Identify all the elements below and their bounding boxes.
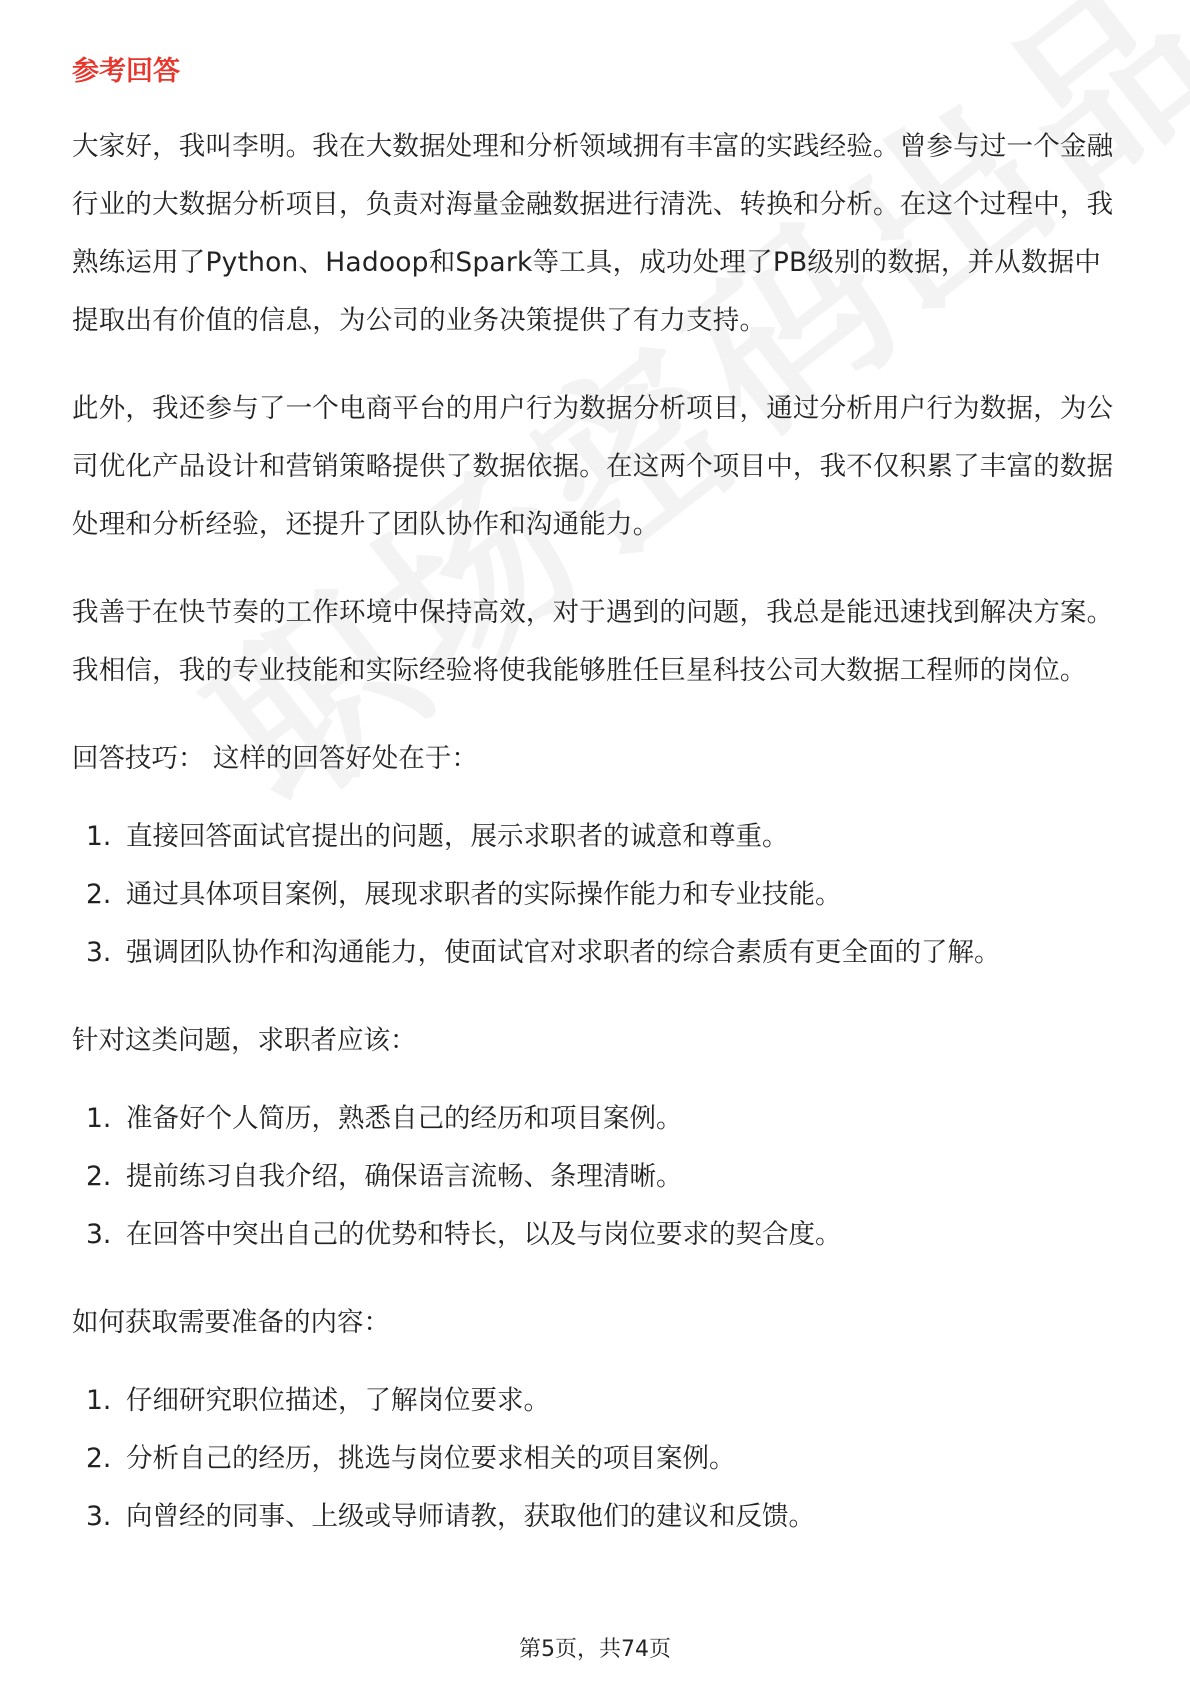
list-item <box>72 808 1118 866</box>
list-item <box>72 1372 1118 1430</box>
list-item <box>72 1206 1118 1264</box>
list-number: 2. <box>86 1161 112 1192</box>
list-text: 分析自己的经历，挑选与岗位要求相关的项目案例。 <box>126 1443 736 1474</box>
tips-label: 回答技巧： 这样的回答好处在于： <box>72 743 478 774</box>
answer-paragraph-1: 大家好，我叫李明。我在大数据处理和分析领域拥有丰富的实践经验。曾参与过一个金融行业的大数据分析项目，负责对海量金融数据进行清洗、转换和分析。在这个过程中，我熟练运用了Python、Hadoop和Spark等工具，成功处理了PB级别的数据，并从数据中提取出有价值的信息，为公司的业务决策提供了有力支持。 <box>72 131 1114 336</box>
prep-label: 如何获取需要准备的内容： <box>72 1307 390 1338</box>
list-number: 2. <box>86 1443 112 1474</box>
page-number: 第5页，共74页 <box>519 1637 671 1662</box>
prep-list <box>72 1372 1118 1546</box>
list-item <box>72 1148 1118 1206</box>
list-number: 1. <box>86 1385 112 1416</box>
tips-list <box>72 808 1118 982</box>
advice-list <box>72 1090 1118 1264</box>
section-heading: 参考回答 <box>72 56 180 87</box>
list-item <box>72 866 1118 924</box>
content-area <box>72 48 1118 1576</box>
list-text: 通过具体项目案例，展现求职者的实际操作能力和专业技能。 <box>126 879 842 910</box>
list-text: 强调团队协作和沟通能力，使面试官对求职者的综合素质有更全面的了解。 <box>126 937 1001 968</box>
list-number: 3. <box>86 1501 112 1532</box>
list-number: 3. <box>86 937 112 968</box>
list-number: 3. <box>86 1219 112 1250</box>
answer-paragraph-3: 我善于在快节奏的工作环境中保持高效，对于遇到的问题，我总是能迅速找到解决方案。我相信，我的专业技能和实际经验将使我能够胜任巨星科技公司大数据工程师的岗位。 <box>72 597 1114 686</box>
list-number: 1. <box>86 821 112 852</box>
list-text: 直接回答面试官提出的问题，展示求职者的诚意和尊重。 <box>126 821 789 852</box>
list-text: 向曾经的同事、上级或导师请教，获取他们的建议和反馈。 <box>126 1501 815 1532</box>
advice-label: 针对这类问题，求职者应该： <box>72 1025 417 1056</box>
list-item <box>72 1090 1118 1148</box>
list-text: 提前练习自我介绍，确保语言流畅、条理清晰。 <box>126 1161 683 1192</box>
list-number: 2. <box>86 879 112 910</box>
list-item <box>72 1488 1118 1546</box>
list-text: 准备好个人简历，熟悉自己的经历和项目案例。 <box>126 1103 683 1134</box>
list-text: 仔细研究职位描述，了解岗位要求。 <box>126 1385 550 1416</box>
list-text: 在回答中突出自己的优势和特长，以及与岗位要求的契合度。 <box>126 1219 842 1250</box>
list-item <box>72 924 1118 982</box>
list-number: 1. <box>86 1103 112 1134</box>
answer-paragraph-2: 此外，我还参与了一个电商平台的用户行为数据分析项目，通过分析用户行为数据，为公司优化产品设计和营销策略提供了数据依据。在这两个项目中，我不仅积累了丰富的数据处理和分析经验，还提升了团队协作和沟通能力。 <box>72 393 1114 540</box>
list-item <box>72 1430 1118 1488</box>
